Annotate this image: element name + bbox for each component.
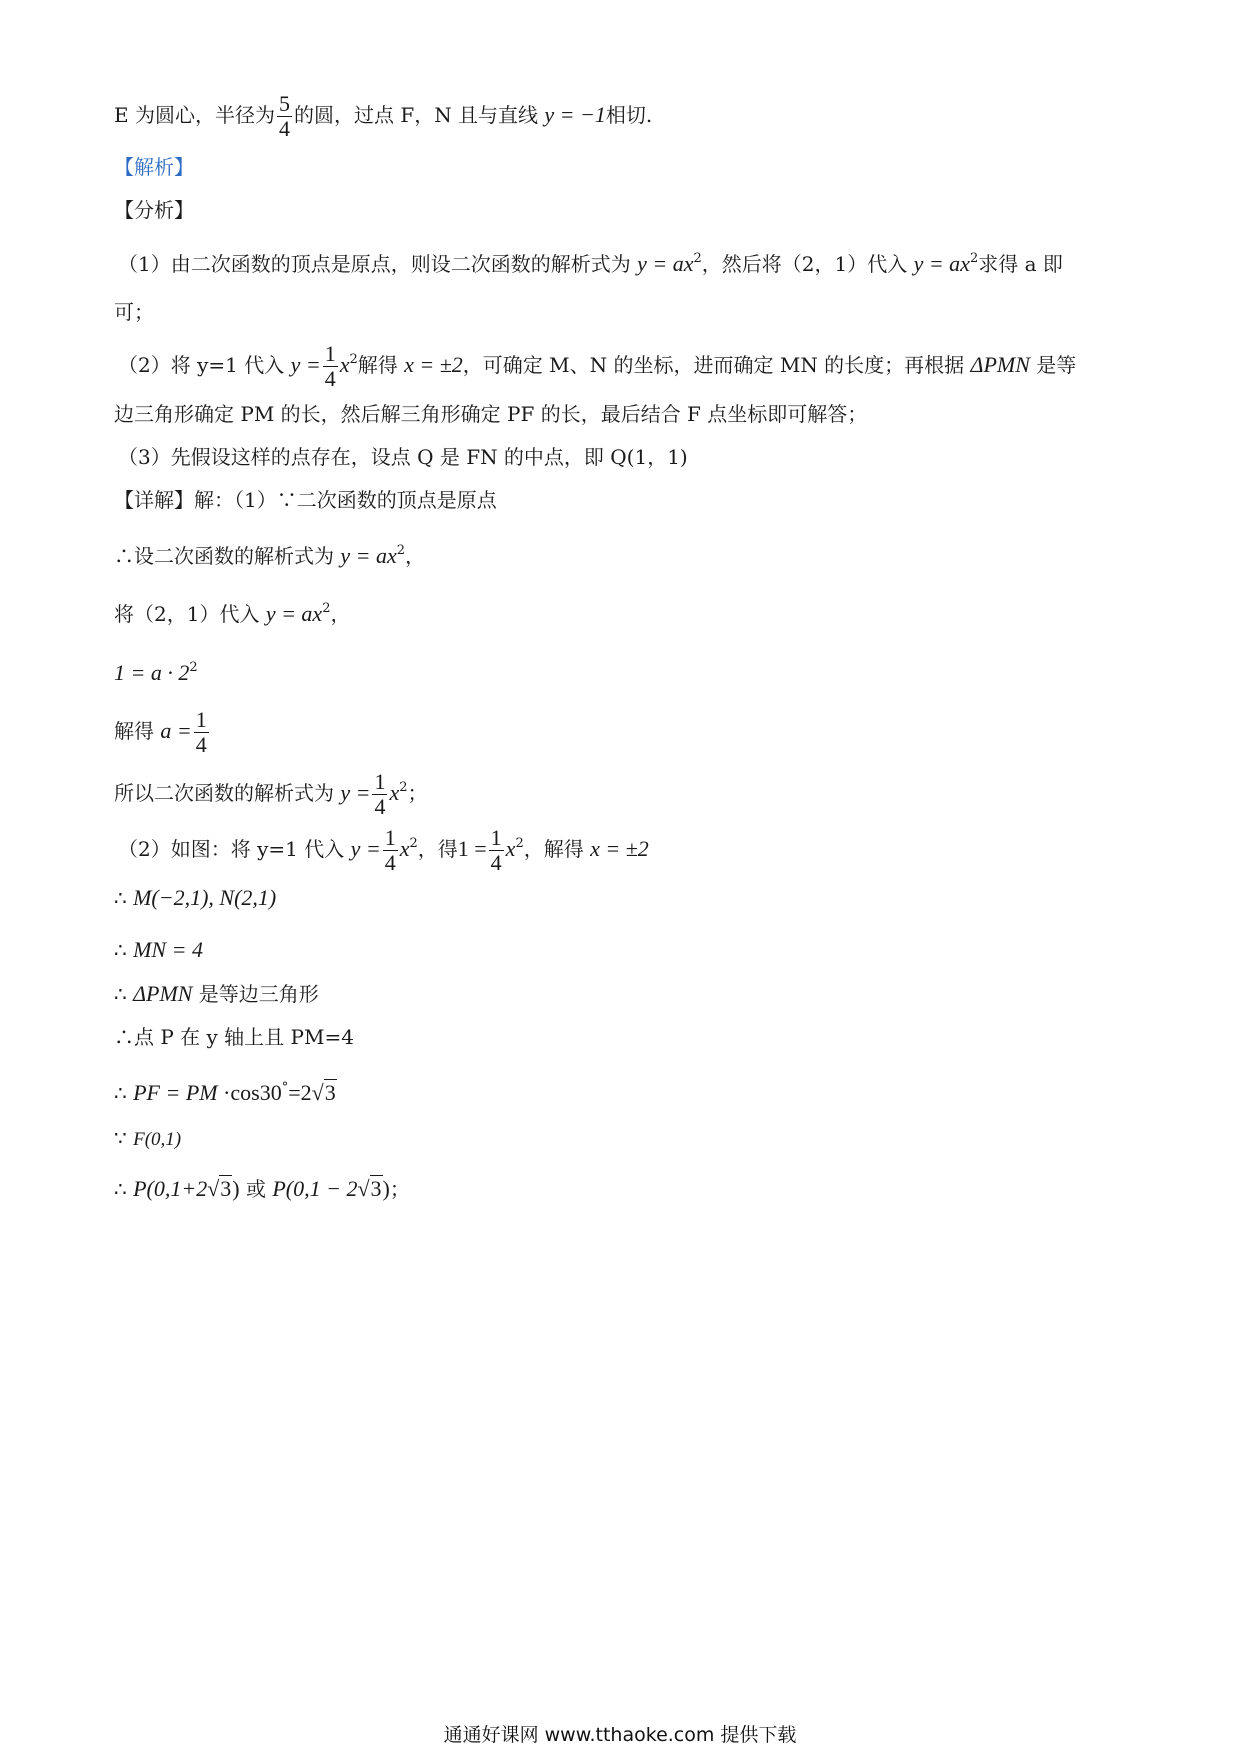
detail-line (114, 1175, 410, 1203)
frac-num: 1 (374, 769, 386, 794)
section-fenxi: 【分析】 (114, 198, 194, 222)
frac-num: 1 (384, 825, 396, 850)
frac-den: 4 (374, 794, 386, 819)
section-jiexi: 【解析】 (114, 155, 194, 179)
analysis-3: （3）先假设这样的点存在，设点 Q 是 FN 的中点，即 Q(1，1) (118, 445, 688, 469)
text: ∴ (114, 886, 134, 910)
text: 是等边三角形 (192, 982, 319, 1006)
equation: y = (340, 780, 371, 805)
text: 或 (239, 1177, 273, 1201)
analysis-2-cont: 边三角形确定 PM 的长，然后解三角形确定 PF 的长，最后结合 F 点坐标即可解答； (114, 402, 868, 426)
equation: x (389, 780, 400, 805)
text: ∵ (114, 1126, 134, 1150)
text: （1）由二次函数的顶点是原点，则设二次函数的解析式为 (118, 252, 638, 276)
intro-line (114, 92, 652, 141)
detail-line (114, 708, 211, 757)
equation: ΔPMN (970, 352, 1030, 377)
equation: a = (160, 718, 192, 743)
equation: y = ax (265, 601, 323, 626)
frac-den: 4 (278, 116, 290, 141)
fraction (277, 92, 292, 141)
text: 所以二次函数的解析式为 (114, 781, 341, 805)
sqrt: √3 (311, 1080, 336, 1105)
text: 的圆，过点 F，N 且与直线 (293, 103, 545, 127)
detail-line: ∴设二次函数的解析式为 $y = ax^2$， (114, 543, 426, 568)
frac-num: 5 (278, 91, 290, 116)
text: （2）将 y=1 代入 (118, 353, 291, 377)
equation: y = (350, 836, 381, 861)
text: ∴设二次函数的解析式为 (114, 544, 341, 568)
equation: 1 = (457, 836, 487, 861)
detail-line: ∴点 P 在 y 轴上且 PM=4 (114, 1025, 354, 1049)
equation: 1 = a · 2 (114, 660, 190, 685)
fraction (372, 770, 387, 819)
frac-den: 4 (384, 850, 396, 875)
detail-line: （2）如图：将 y=1 代入 y = $\frac{1}{4}$ $x^2$，得1 = $\frac{1}{4}$ $x^2$，解得 x = ±2 (118, 825, 649, 875)
equation: x (399, 836, 410, 861)
equation: PF = PM (133, 1080, 218, 1105)
frac-den: 4 (324, 366, 336, 391)
equation: y = −1 (544, 102, 606, 127)
equation: =2 (288, 1080, 312, 1105)
equation: P(0,1 − 2 (272, 1176, 358, 1201)
equation: x (339, 352, 350, 377)
equation: y = ax (637, 251, 694, 276)
fraction (194, 708, 209, 757)
radicand: 3 (370, 1176, 382, 1201)
detail-line (114, 884, 276, 912)
sqrt: √3 (207, 1176, 232, 1201)
analysis-1: （1）由二次函数的顶点是原点，则设二次函数的解析式为 $y = ax^2$，然后将（2，1）代入 $y = ax^2$求得 a 即 (118, 251, 1063, 276)
detail-line (114, 980, 319, 1008)
equation: MN = 4 (133, 937, 203, 962)
text: ，得 (417, 837, 458, 861)
text: ∴ (114, 938, 134, 962)
text: ∴ (114, 1177, 134, 1201)
text: ，然后将（2，1）代入 (701, 252, 914, 276)
sqrt: √3 (357, 1176, 382, 1201)
text: ； (407, 781, 428, 805)
detail-line (114, 936, 203, 964)
text: 求得 a 即 (978, 252, 1063, 276)
detail-heading: 【详解】解：（1）∵二次函数的顶点是原点 (114, 488, 497, 512)
frac-num: 1 (490, 825, 502, 850)
equation: P(0,1+2 (133, 1176, 208, 1201)
frac-num: 1 (195, 707, 207, 732)
text: 解得 (114, 719, 161, 743)
analysis-2: （2）将 y=1 代入 y = $\frac{1}{4}$ $x^2$解得 x = ±2，可确定 M、N 的坐标，进而确定 MN 的长度；再根据 ΔPMN 是等 (118, 341, 1077, 391)
detail-line: 将（2，1）代入 $y = ax^2$， (114, 601, 351, 626)
text: ； (389, 1177, 410, 1201)
equation: x (505, 836, 516, 861)
radicand: 3 (324, 1080, 336, 1105)
equation: ΔPMN (133, 981, 193, 1006)
equation: x = ±2 (404, 352, 463, 377)
text: ∴ (114, 982, 134, 1006)
text: ，解得 (523, 837, 591, 861)
fraction (489, 826, 504, 875)
frac-den: 4 (490, 850, 502, 875)
fraction (323, 342, 338, 391)
detail-line: 所以二次函数的解析式为 y = $\frac{1}{4}$ $x^2$； (114, 769, 428, 819)
equation: y = ax (340, 543, 397, 568)
radicand: 3 (220, 1176, 232, 1201)
analysis-1-cont: 可； (114, 300, 154, 324)
equation: M(−2,1), N(2,1) (133, 885, 277, 910)
detail-line (114, 1074, 337, 1107)
equation: ) (382, 1176, 390, 1201)
equation: y = ax (913, 251, 970, 276)
text: ， (330, 602, 351, 626)
equation: ·cos30 (217, 1080, 282, 1105)
text: 解得 (357, 353, 405, 377)
text: 是等 (1029, 353, 1077, 377)
degree-mark: ° (281, 1080, 289, 1095)
text: ， (405, 544, 426, 568)
frac-num: 1 (324, 341, 336, 366)
equation: y = (290, 352, 321, 377)
detail-line (114, 1124, 181, 1154)
text: ，可确定 M、N 的坐标，进而确定 MN 的长度；再根据 (462, 353, 971, 377)
frac-den: 4 (195, 732, 207, 757)
equation: ) (232, 1176, 240, 1201)
fraction (383, 826, 398, 875)
equation: F(0,1) (133, 1129, 182, 1150)
text: E 为圆心，半径为 (114, 103, 275, 127)
detail-line: $1 = a \cdot 2^2$ (114, 660, 198, 685)
text: ∴ (114, 1081, 134, 1105)
text: 相切. (605, 103, 653, 127)
page-footer: 通通好课网 www.tthaoke.com 提供下载 (443, 1724, 797, 1746)
text: （2）如图：将 y=1 代入 (118, 837, 351, 861)
text: 将（2，1）代入 (114, 602, 266, 626)
equation: x = ±2 (590, 836, 649, 861)
